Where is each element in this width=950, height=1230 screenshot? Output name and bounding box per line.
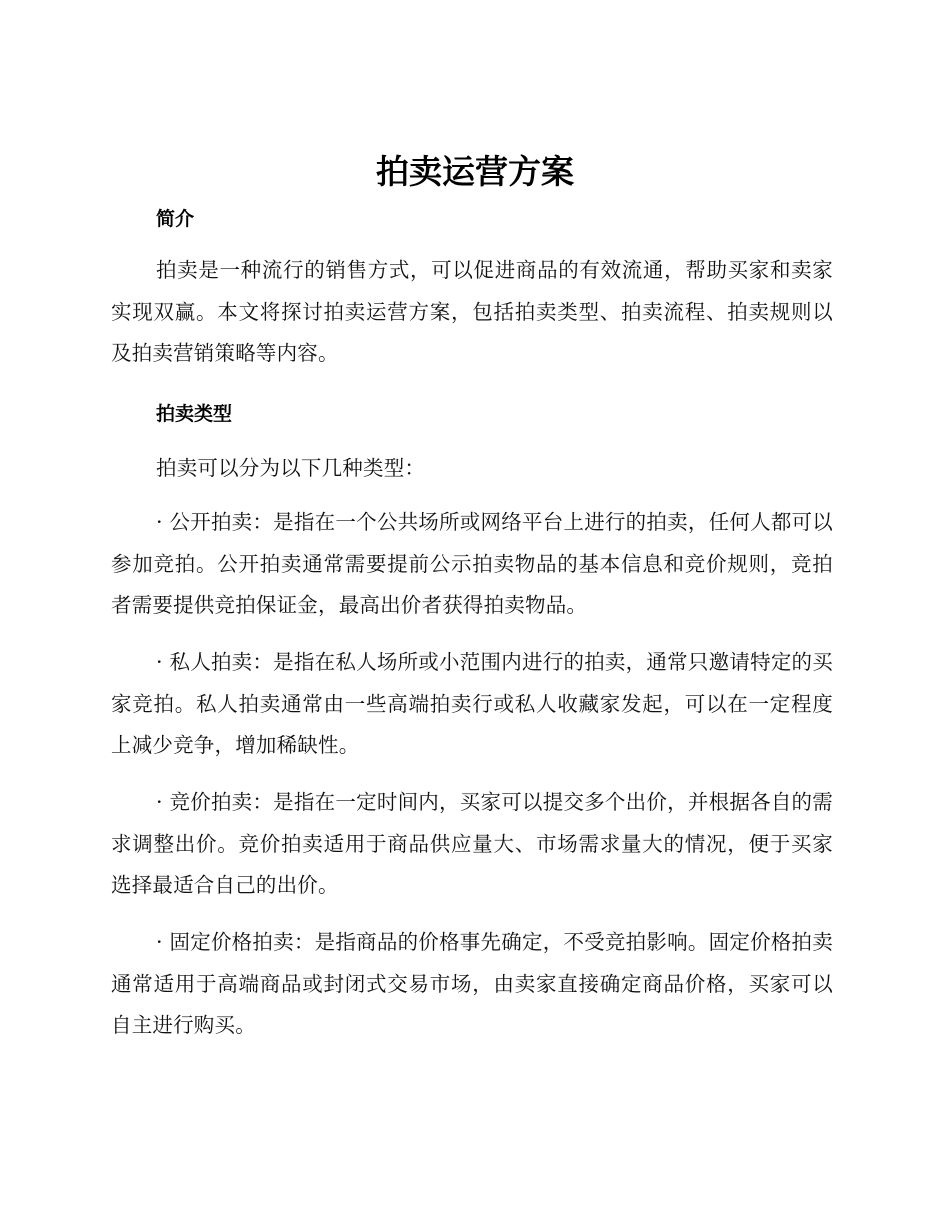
bullet-bidding-auction: · 竞价拍卖：是指在一定时间内，买家可以提交多个出价，并根据各自的需求调整出价。竞价拍卖适用于商品供应量大、市场需求量大的情况，便于买家选择最适合自己的出价。: [111, 790, 833, 897]
intro-paragraph: 拍卖是一种流行的销售方式，可以促进商品的有效流通，帮助买家和卖家实现双赢。本文将探讨拍卖运营方案，包括拍卖类型、拍卖流程、拍卖规则以及拍卖营销策略等内容。: [111, 258, 833, 365]
auction-types-intro: 拍卖可以分为以下几种类型：: [156, 456, 426, 480]
bullet-fixed-price-auction: · 固定价格拍卖：是指商品的价格事先确定，不受竞拍影响。固定价格拍卖通常适用于高端商品或封闭式交易市场，由卖家直接确定商品价格，买家可以自主进行购买。: [111, 930, 833, 1037]
section-heading-auction-types: 拍卖类型: [156, 403, 233, 425]
section-heading-intro: 简介: [156, 208, 195, 230]
bullet-private-auction: · 私人拍卖：是指在私人场所或小范围内进行的拍卖，通常只邀请特定的买家竞拍。私人拍卖通常由一些高端拍卖行或私人收藏家发起，可以在一定程度上减少竞争，增加稀缺性。: [111, 650, 833, 757]
bullet-public-auction: · 公开拍卖：是指在一个公共场所或网络平台上进行的拍卖，任何人都可以参加竞拍。公开拍卖通常需要提前公示拍卖物品的基本信息和竞价规则，竞拍者需要提供竞拍保证金，最高出价者获得拍卖物品。: [111, 510, 833, 617]
document-title: 拍卖运营方案: [376, 152, 574, 191]
